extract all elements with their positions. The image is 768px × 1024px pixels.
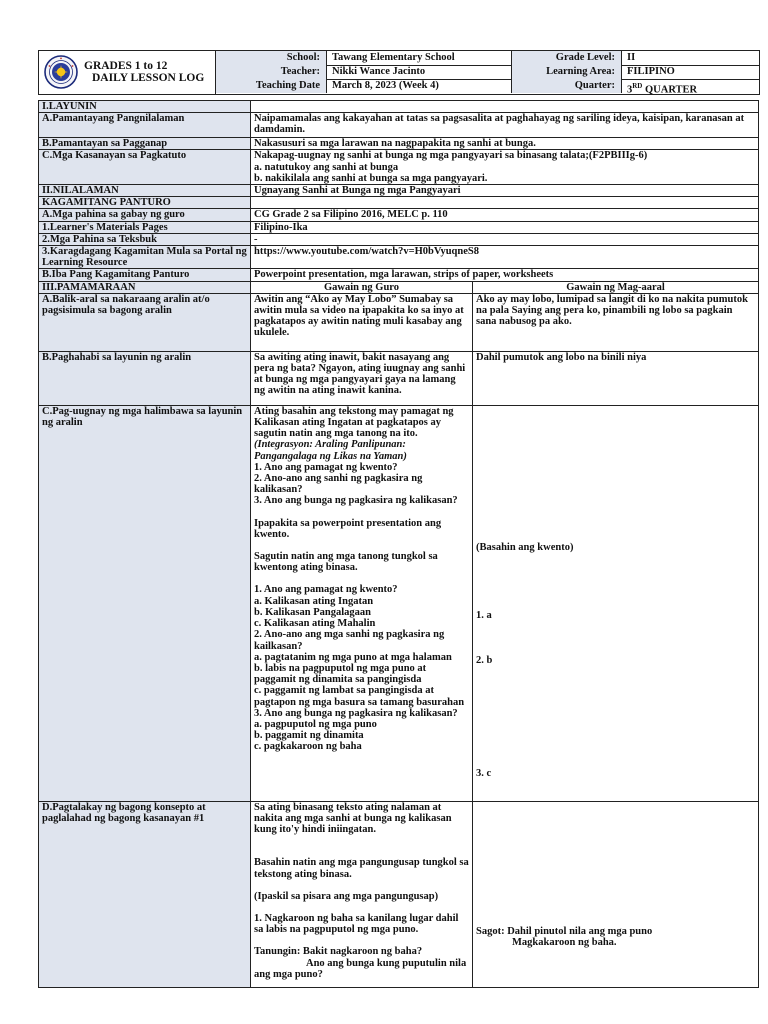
header-info-grid bbox=[216, 51, 759, 94]
pamantayan-pagganap-label: B.Pamantayan sa Pagganap bbox=[39, 138, 251, 150]
balik-aral-guro: Awitin ang “Ako ay May Lobo” Sumabay sa awitin mula sa video na ipapakita ko sa inyo at pagkatapos ay awitin nating muli kasabay ang ukulele. bbox=[251, 293, 473, 351]
guro-line: b. Kalikasan Pangalagaan bbox=[254, 606, 371, 618]
table-row bbox=[39, 405, 759, 801]
guro-line: (Ipaskil sa pisara ang mga pangungusap) bbox=[254, 890, 439, 902]
grade-level-value: II bbox=[627, 52, 636, 63]
guro-line: 2. Ano-ano ang sanhi ng pagkasira ng kalikasan? bbox=[254, 473, 423, 496]
table-row bbox=[39, 221, 759, 233]
guro-line: b. labis na pagpuputol ng mga puno at paggamit ng dinamita sa pangingisda bbox=[254, 662, 427, 686]
nilalaman-label: II.NILALAMAN bbox=[39, 185, 251, 197]
spacer bbox=[254, 935, 469, 946]
kasanayan-line: Nakapag-uugnay ng sanhi at bunga ng mga pangyayari sa binasang talata;(F2PBIIIg-6) bbox=[254, 150, 648, 162]
paghahabi-label: B.Paghahabi sa layunin ng aralin bbox=[39, 351, 251, 405]
karagdagang-kagamitan-link[interactable]: https://www.youtube.com/watch?v=H0bVyuqneS8 bbox=[251, 246, 759, 269]
pag-uugnay-guro bbox=[251, 405, 473, 801]
teaching-date-value: March 8, 2023 (Week 4) bbox=[327, 79, 512, 93]
kagamitan-empty-cell bbox=[251, 197, 759, 209]
layunin-empty-cell bbox=[251, 101, 759, 113]
guro-line: 1. Ano ang pamagat ng kwento? bbox=[254, 584, 398, 596]
pagtalakay-guro bbox=[251, 801, 473, 987]
guro-line: c. pagkakaroon ng baha bbox=[254, 741, 362, 753]
magaaral-line: 1. a bbox=[476, 609, 492, 621]
kasanayan-label: C.Mga Kasanayan sa Pagkatuto bbox=[39, 150, 251, 185]
magaaral-line: Magkakaroon ng baha. bbox=[512, 936, 617, 948]
table-row bbox=[39, 150, 759, 185]
guro-line: Tanungin: Bakit nagkaroon ng baha? bbox=[254, 946, 423, 958]
table-row bbox=[39, 101, 759, 113]
learning-area-label: Learning Area: bbox=[512, 65, 622, 79]
pamamaraan-heading: III.PAMAMARAAN bbox=[39, 281, 251, 293]
table-row bbox=[39, 185, 759, 197]
title-line-1: GRADES 1 to 12 bbox=[84, 60, 168, 72]
guro-line: c. Kalikasan ating Mahalin bbox=[254, 618, 376, 630]
karagdagang-kagamitan-label: 3.Karagdagang Kagamitan Mula sa Portal ng Learning Resource bbox=[39, 246, 251, 269]
spacer bbox=[254, 880, 469, 891]
table-row bbox=[39, 293, 759, 351]
quarter-suffix: RD bbox=[632, 82, 643, 90]
table-row bbox=[39, 113, 759, 138]
kasanayan-line: a. natutukoy ang sanhi at bunga bbox=[254, 161, 399, 173]
pag-uugnay-label: C.Pag-uugnay ng mga halimbawa sa layunin ng aralin bbox=[39, 405, 251, 801]
paghahabi-guro: Sa awiting ating inawit, bakit nasayang ang pera ng bata? Ngayon, ating iuugnay ang sanhi at bunga ng mga pangyayari gaya na lamang ng awitin na ating inawit kanina. bbox=[251, 351, 473, 405]
header-row-1 bbox=[216, 51, 759, 66]
teacher-value: Nikki Wance Jacinto bbox=[327, 65, 512, 79]
quarter-value bbox=[622, 79, 759, 96]
layunin-heading: I.LAYUNIN bbox=[39, 101, 251, 113]
guro-line: b. paggamit ng dinamita bbox=[254, 730, 364, 742]
gabay-guro-value: CG Grade 2 sa Filipino 2016, MELC p. 110 bbox=[251, 209, 759, 221]
paghahabi-magaaral: Dahil pumutok ang lobo na binili niya bbox=[473, 351, 759, 405]
quarter-label: Quarter: bbox=[512, 79, 622, 93]
table-row bbox=[39, 246, 759, 269]
guro-line bbox=[254, 958, 469, 980]
learning-area-value: FILIPINO bbox=[627, 66, 675, 77]
table-row bbox=[39, 197, 759, 209]
spacer bbox=[254, 846, 469, 857]
teaching-date-label: Teaching Date bbox=[216, 79, 327, 93]
magaaral-line: (Basahin ang kwento) bbox=[476, 541, 574, 553]
spacer bbox=[254, 902, 469, 913]
iba-pang-kagamitan-label: B.Iba Pang Kagamitang Panturo bbox=[39, 269, 251, 281]
magaaral-line: Sagot: Dahil pinutol nila ang mga puno bbox=[476, 925, 653, 937]
quarter-number: 3 bbox=[627, 84, 633, 96]
school-value: Tawang Elementary School bbox=[327, 51, 512, 65]
kasanayan-value bbox=[251, 150, 759, 185]
spacer bbox=[254, 540, 469, 551]
gabay-guro-label: A.Mga pahina sa gabay ng guro bbox=[39, 209, 251, 221]
pamantayang-pangnilalaman-value: Naipamamalas ang kakayahan at tatas sa pagsasalita at paghahayag ng sariling ideya, kaisipan, karanasan at damdamin. bbox=[251, 113, 759, 138]
spacer bbox=[254, 507, 469, 518]
table-row bbox=[39, 138, 759, 150]
lesson-table bbox=[38, 100, 759, 988]
guro-line: 1. Nagkaroon ng baha sa kanilang lugar dahil sa labis na pagpuputol ng mga puno. bbox=[254, 913, 459, 936]
guro-line: Ating basahin ang tekstong may pamagat ng Kalikasan ating Ingatan at pagkatapos ay sagutin natin ang mga tanong na ito. bbox=[254, 405, 454, 440]
pamantayan-pagganap-value: Nakasusuri sa mga larawan na nagpapakita ng sanhi at bunga. bbox=[251, 138, 759, 150]
iba-pang-kagamitan-value: Powerpoint presentation, mga larawan, strips of paper, worksheets bbox=[251, 269, 759, 281]
kasanayan-line: b. nakikilala ang sanhi at bunga sa mga pangyayari. bbox=[254, 172, 488, 184]
pamantayang-pangnilalaman-label: A.Pamantayang Pangnilalaman bbox=[39, 113, 251, 138]
teksbuk-label: 2.Mga Pahina sa Teksbuk bbox=[39, 233, 251, 245]
school-label: School: bbox=[216, 51, 327, 65]
table-row bbox=[39, 351, 759, 405]
table-row bbox=[39, 233, 759, 245]
guro-line: 1. Ano ang pamagat ng kwento? bbox=[254, 461, 398, 473]
learners-materials-value: Filipino-Ika bbox=[251, 221, 759, 233]
guro-line: Sa ating binasang teksto ating nalaman at nakita ang mga sanhi at bunga ng kalikasan kung ito'y hindi iniingatan. bbox=[254, 801, 452, 836]
gawain-magaaral-header: Gawain ng Mag-aaral bbox=[473, 281, 759, 293]
magaaral-line: 2. b bbox=[476, 654, 493, 666]
guro-line: 3. Ano ang bunga ng pagkasira ng kalikasan? bbox=[254, 495, 458, 507]
table-row bbox=[39, 209, 759, 221]
guro-line: Basahin natin ang mga pangungusap tungkol sa tekstong ating binasa. bbox=[254, 857, 469, 880]
balik-aral-label: A.Balik-aral sa nakaraang aralin at/o pagsisimula sa bagong aralin bbox=[39, 293, 251, 351]
guro-line: 2. Ano-ano ang mga sanhi ng pagkasira ng kailkasan? bbox=[254, 629, 445, 652]
table-row bbox=[39, 281, 759, 293]
header-title bbox=[84, 60, 204, 84]
learners-materials-label: 1.Learner's Materials Pages bbox=[39, 221, 251, 233]
guro-line: a. Kalikasan ating Ingatan bbox=[254, 595, 374, 607]
header-box bbox=[38, 50, 760, 95]
quarter-word: QUARTER bbox=[642, 84, 698, 96]
guro-line: a. pagpuputol ng mga puno bbox=[254, 718, 377, 730]
nilalaman-value: Ugnayang Sanhi at Bunga ng mga Pangyayari bbox=[251, 185, 759, 197]
gawain-guro-header: Gawain ng Guro bbox=[251, 281, 473, 293]
header-row-2 bbox=[216, 65, 759, 80]
header-title-cell bbox=[39, 51, 216, 94]
spacer bbox=[254, 573, 469, 584]
pag-uugnay-magaaral bbox=[473, 405, 759, 801]
pagtalakay-magaaral bbox=[473, 801, 759, 987]
guro-line: c. paggamit ng lambat sa pangingisda at pagtapon ng mga basura sa tamang basurahan bbox=[254, 685, 465, 708]
guro-line: Ipapakita sa powerpoint presentation ang kwento. bbox=[254, 517, 442, 540]
teacher-label: Teacher: bbox=[216, 65, 327, 79]
guro-line: Sagutin natin ang mga tanong tungkol sa kwentong ating binasa. bbox=[254, 551, 438, 574]
deped-seal-icon bbox=[44, 55, 78, 89]
kagamitan-label: KAGAMITANG PANTURO bbox=[39, 197, 251, 209]
spacer bbox=[254, 835, 469, 846]
title-line-2: DAILY LESSON LOG bbox=[92, 72, 205, 84]
table-row bbox=[39, 801, 759, 987]
balik-aral-magaaral: Ako ay may lobo, lumipad sa langit di ko na nakita pumutok na pala Saying ang pera ko, pinambili ng lobo sa pagkain sana nabusog pa ako. bbox=[473, 293, 759, 351]
pagtalakay-label: D.Pagtalakay ng bagong konsepto at paglalahad ng bagong kasanayan #1 bbox=[39, 801, 251, 987]
guro-line-text: Ano ang bunga kung puputulin nila ang mga puno? bbox=[254, 957, 467, 980]
header-row-3 bbox=[216, 79, 759, 96]
guro-line: (Integrasyon: Araling Panlipunan: Pangangalaga ng Likas na Yaman) bbox=[254, 439, 407, 462]
magaaral-line: 3. c bbox=[476, 767, 492, 779]
grade-level-label: Grade Level: bbox=[512, 51, 622, 65]
guro-line: a. pagtatanim ng mga puno at mga halaman bbox=[254, 651, 452, 663]
guro-line: 3. Ano ang bunga ng pagkasira ng kalikasan? bbox=[254, 707, 458, 719]
teksbuk-value: - bbox=[251, 233, 759, 245]
table-row bbox=[39, 269, 759, 281]
